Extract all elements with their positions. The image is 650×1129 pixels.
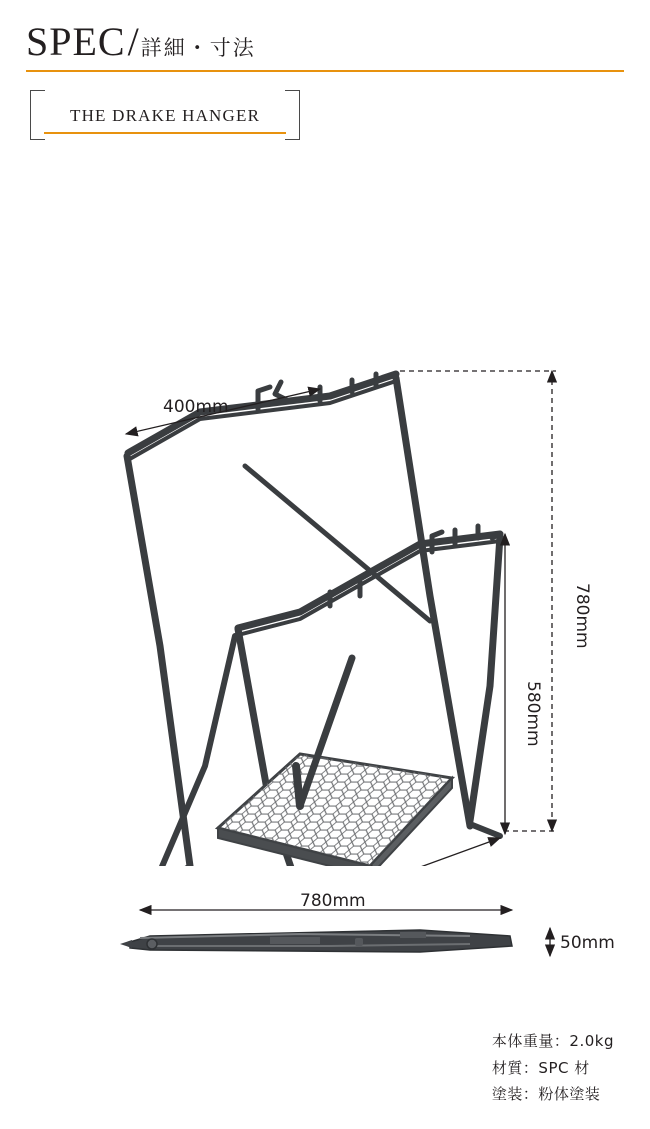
page-title-sub: 詳細・寸法: [140, 36, 256, 60]
mesh-shelf-illustration: [218, 658, 452, 866]
dim-780mm: 780mm: [572, 583, 592, 649]
dim-50mm-folded: 50mm: [560, 933, 615, 953]
spec-coating: 塗装：粉体塗装: [491, 1084, 601, 1103]
spec-weight: 本体重量：2.0kg: [491, 1032, 614, 1051]
page-title-main: SPEC: [26, 19, 126, 64]
spec-material: 材質：SPC 材: [491, 1058, 590, 1077]
dim-400mm: 400mm: [163, 397, 229, 417]
bracket-left-icon: [30, 90, 44, 140]
page-header: [0, 0, 650, 140]
dim-780mm-folded: 780mm: [300, 891, 366, 911]
product-name-block: [26, 90, 624, 140]
bracket-right-icon: [286, 90, 300, 140]
page-title-separator: /: [127, 19, 139, 64]
page-title: [26, 19, 624, 72]
folded-drawing: [0, 880, 650, 1000]
product-name: THE DRAKE HANGER: [44, 96, 286, 134]
dim-580mm: 580mm: [523, 681, 543, 747]
assembled-drawing: [0, 166, 650, 866]
spec-footer: [492, 1028, 614, 1107]
folded-product-illustration: [120, 930, 512, 952]
